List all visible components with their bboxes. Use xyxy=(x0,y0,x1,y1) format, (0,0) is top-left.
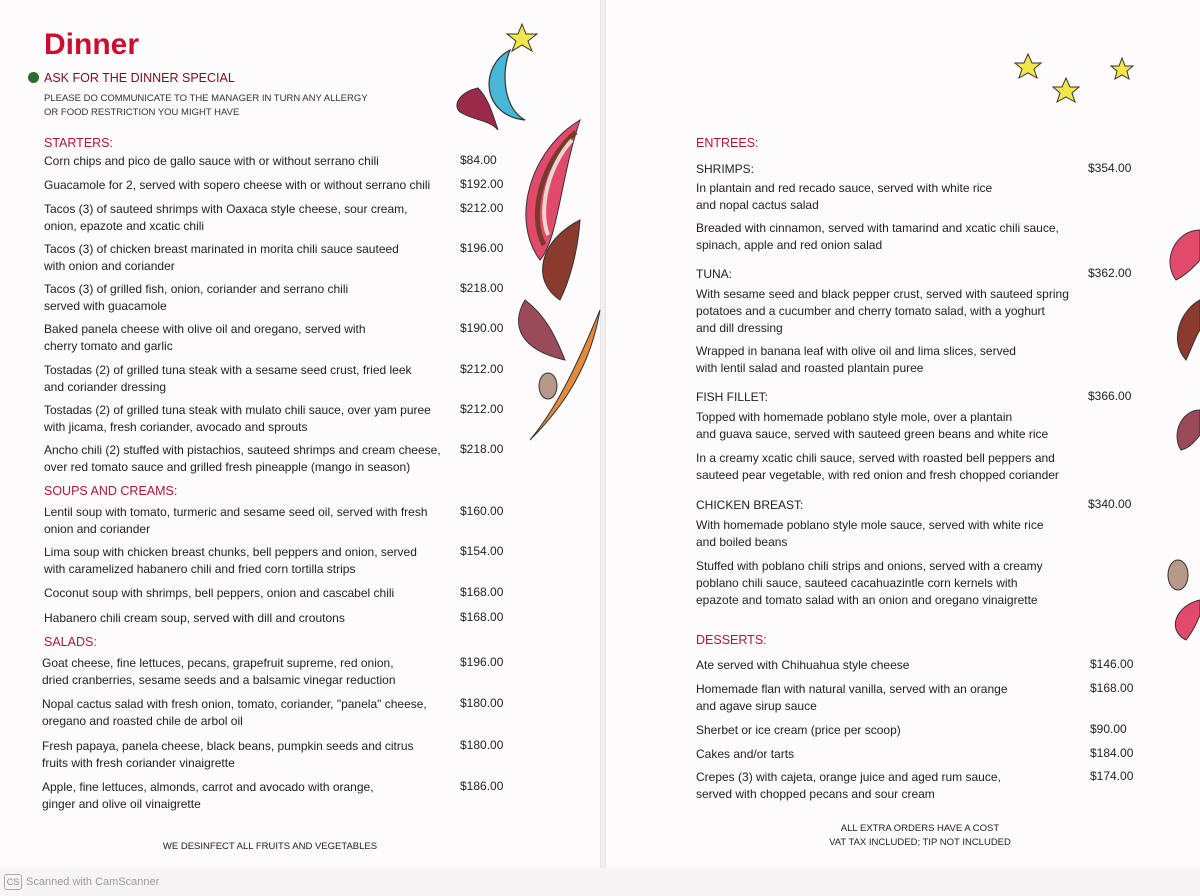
right-edge-paisley-illustration xyxy=(1156,220,1200,660)
entree-option-line: With homemade poblano style mole sauce, served with white rice xyxy=(696,518,1044,532)
menu-item-line: Goat cheese, fine lettuces, pecans, grapefruit supreme, red onion, xyxy=(42,656,394,670)
menu-item-price: $190.00 xyxy=(460,321,504,335)
entree-option-line: and dill dressing xyxy=(696,321,783,335)
menu-item-line: Ate served with Chihuahua style cheese xyxy=(696,658,910,672)
star-icon xyxy=(1111,58,1133,79)
entree-option-line: spinach, apple and red onion salad xyxy=(696,238,883,252)
menu-item-price: $218.00 xyxy=(460,281,504,295)
menu-item-price: $212.00 xyxy=(460,402,504,416)
menu-item-line: Cakes and/or tarts xyxy=(696,747,795,761)
menu-item-line: served with guacamole xyxy=(44,299,167,313)
leaf-bullet-icon xyxy=(28,72,39,83)
menu-item-line: over red tomato sauce and grilled fresh pineapple (mango in season) xyxy=(44,460,411,474)
menu-item-line: served with chopped pecans and sour cream xyxy=(696,787,935,801)
menu-item-price: $196.00 xyxy=(460,655,504,669)
menu-item-line: Habanero chili cream soup, served with dill and croutons xyxy=(44,611,345,625)
menu-item-price: $192.00 xyxy=(460,177,504,191)
allergy-notice-line: PLEASE DO COMMUNICATE TO THE MANAGER IN TURN ANY ALLERGY xyxy=(44,93,368,104)
entree-option-line: poblano chili sauce, sauteed cacahuazintle corn kernels with xyxy=(696,576,1018,590)
extra-orders-note xyxy=(770,822,1070,850)
section-heading-entrees: ENTREES: xyxy=(696,136,759,150)
menu-item-line: Tacos (3) of sauteed shrimps with Oaxaca style cheese, sour cream, xyxy=(44,202,408,216)
menu-item-price: $168.00 xyxy=(460,610,504,624)
entree-option-line: and boiled beans xyxy=(696,535,788,549)
menu-item-line: Nopal cactus salad with fresh onion, tomato, coriander, "panela" cheese, xyxy=(42,697,427,711)
menu-item-line: Fresh papaya, panela cheese, black beans, pumpkin seeds and citrus xyxy=(42,739,414,753)
section-heading-desserts: DESSERTS: xyxy=(696,633,767,647)
menu-item-price: $84.00 xyxy=(460,153,497,167)
dinner-special-text: ASK FOR THE DINNER SPECIAL xyxy=(44,71,235,85)
entree-option-line: In a creamy xcatic chili sauce, served with roasted bell peppers and xyxy=(696,451,1055,465)
menu-item-line: Lima soup with chicken breast chunks, bell peppers and onion, served xyxy=(44,545,417,559)
section-heading-starters: STARTERS: xyxy=(44,136,113,150)
right-stars-illustration xyxy=(1010,50,1140,110)
menu-item-price: $212.00 xyxy=(460,201,504,215)
menu-item-line: and coriander dressing xyxy=(44,380,167,394)
menu-item-price: $90.00 xyxy=(1090,722,1127,736)
entree-name: CHICKEN BREAST: xyxy=(696,498,804,512)
menu-item-line: and agave sirup sauce xyxy=(696,699,817,713)
entree-option-line: epazote and tomato salad with an onion and oregano vinaigrette xyxy=(696,593,1038,607)
entree-option-line: potatoes and a cucumber and cherry tomato salad, with a yoghurt xyxy=(696,304,1045,318)
allergy-notice-line: OR FOOD RESTRICTION YOU MIGHT HAVE xyxy=(44,107,240,118)
entree-option-line: and guava sauce, served with sauteed green beans and white rice xyxy=(696,427,1049,441)
menu-item-line: Ancho chili (2) stuffed with pistachios, sauteed shrimps and cream cheese, xyxy=(44,443,441,457)
star-icon xyxy=(1015,54,1041,78)
menu-item-line: Coconut soup with shrimps, bell peppers, onion and cascabel chili xyxy=(44,586,395,600)
paisley-illustration xyxy=(500,110,610,450)
entree-option-line: With sesame seed and black pepper crust, served with sauteed spring xyxy=(696,287,1069,301)
menu-item-line: with caramelized habanero chili and fried corn tortilla strips xyxy=(44,562,356,576)
menu-item-line: ginger and olive oil vinaigrette xyxy=(42,797,201,811)
menu-item-price: $180.00 xyxy=(460,738,504,752)
menu-item-line: fruits with fresh coriander vinaigrette xyxy=(42,756,235,770)
entree-option-line: In plantain and red recado sauce, served with white rice xyxy=(696,181,993,195)
extra-orders-line: ALL EXTRA ORDERS HAVE A COST xyxy=(840,823,1000,834)
menu-item-line: cherry tomato and garlic xyxy=(44,339,173,353)
menu-item-price: $168.00 xyxy=(1090,681,1134,695)
entree-price: $340.00 xyxy=(1088,497,1132,511)
menu-item-price: $184.00 xyxy=(1090,746,1134,760)
star-icon xyxy=(507,24,537,51)
menu-item-price: $196.00 xyxy=(460,241,504,255)
star-icon xyxy=(1053,78,1079,102)
menu-item-price: $212.00 xyxy=(460,362,504,376)
menu-item-price: $146.00 xyxy=(1090,657,1134,671)
tax-line: VAT TAX INCLUDED; TIP NOT INCLUDED xyxy=(829,837,1011,848)
camscanner-logo-icon: CS xyxy=(4,874,22,890)
entree-price: $354.00 xyxy=(1088,161,1132,175)
menu-item-line: Apple, fine lettuces, almonds, carrot and avocado with orange, xyxy=(42,780,374,794)
menu-item-price: $218.00 xyxy=(460,442,504,456)
menu-item-line: Sherbet or ice cream (price per scoop) xyxy=(696,723,901,737)
entree-price: $366.00 xyxy=(1088,389,1132,403)
scanner-watermark xyxy=(4,874,159,890)
allergy-notice xyxy=(44,92,368,120)
menu-item-line: Corn chips and pico de gallo sauce with or without serrano chili xyxy=(44,154,379,168)
menu-item-line: Crepes (3) with cajeta, orange juice and aged rum sauce, xyxy=(696,770,1001,784)
menu-item-line: onion, epazote and xcatic chili xyxy=(44,219,205,233)
menu-item-line: oregano and roasted chile de arbol oil xyxy=(42,714,243,728)
menu-item-line: Homemade flan with natural vanilla, served with an orange xyxy=(696,682,1008,696)
entree-option-line: sauteed pear vegetable, with red onion and fresh chopped coriander xyxy=(696,468,1059,482)
menu-item-price: $154.00 xyxy=(460,544,504,558)
menu-item-price: $174.00 xyxy=(1090,769,1134,783)
menu-item-line: onion and coriander xyxy=(44,522,151,536)
scanner-text: Scanned with CamScanner xyxy=(26,876,160,888)
entree-option-line: with lentil salad and roasted plantain puree xyxy=(696,361,924,375)
page-title: Dinner xyxy=(44,28,140,61)
section-heading-soups: SOUPS AND CREAMS: xyxy=(44,484,178,498)
menu-item-line: Tacos (3) of chicken breast marinated in morita chili sauce sauteed xyxy=(44,242,399,256)
entree-name: TUNA: xyxy=(696,267,732,281)
entree-option-line: Topped with homemade poblano style mole, over a plantain xyxy=(696,410,1013,424)
entree-name: FISH FILLET: xyxy=(696,390,769,404)
disinfect-note: WE DESINFECT ALL FRUITS AND VEGETABLES xyxy=(162,841,378,852)
entree-option-line: and nopal cactus salad xyxy=(696,198,819,212)
menu-item-price: $160.00 xyxy=(460,504,504,518)
menu-item-line: Tacos (3) of grilled fish, onion, coriander and serrano chili xyxy=(44,282,349,296)
menu-item-line: with jicama, fresh coriander, avocado and sprouts xyxy=(44,420,308,434)
menu-item-line: Baked panela cheese with olive oil and oregano, served with xyxy=(44,322,366,336)
menu-item-price: $186.00 xyxy=(460,779,504,793)
section-heading-salads: SALADS: xyxy=(44,635,97,649)
entree-price: $362.00 xyxy=(1088,266,1132,280)
menu-item-line: Tostadas (2) of grilled tuna steak with a sesame seed crust, fried leek xyxy=(44,363,412,377)
entree-option-line: Breaded with cinnamon, served with tamarind and xcatic chili sauce, xyxy=(696,221,1059,235)
menu-item-line: Tostadas (2) of grilled tuna steak with mulato chili sauce, over yam puree xyxy=(44,403,431,417)
menu-item-line: Guacamole for 2, served with sopero cheese with or without serrano chili xyxy=(44,178,431,192)
menu-item-line: dried cranberries, sesame seeds and a balsamic vinegar reduction xyxy=(42,673,396,687)
entree-option-line: Stuffed with poblano chili strips and onions, served with a creamy xyxy=(696,559,1043,573)
menu-item-line: Lentil soup with tomato, turmeric and sesame seed oil, served with fresh xyxy=(44,505,428,519)
menu-item-price: $180.00 xyxy=(460,696,504,710)
entree-option-line: Wrapped in banana leaf with olive oil and lima slices, served xyxy=(696,344,1016,358)
dinner-special-note xyxy=(28,71,235,85)
menu-item-line: with onion and coriander xyxy=(44,259,175,273)
menu-item-price: $168.00 xyxy=(460,585,504,599)
entree-name: SHRIMPS: xyxy=(696,162,755,176)
